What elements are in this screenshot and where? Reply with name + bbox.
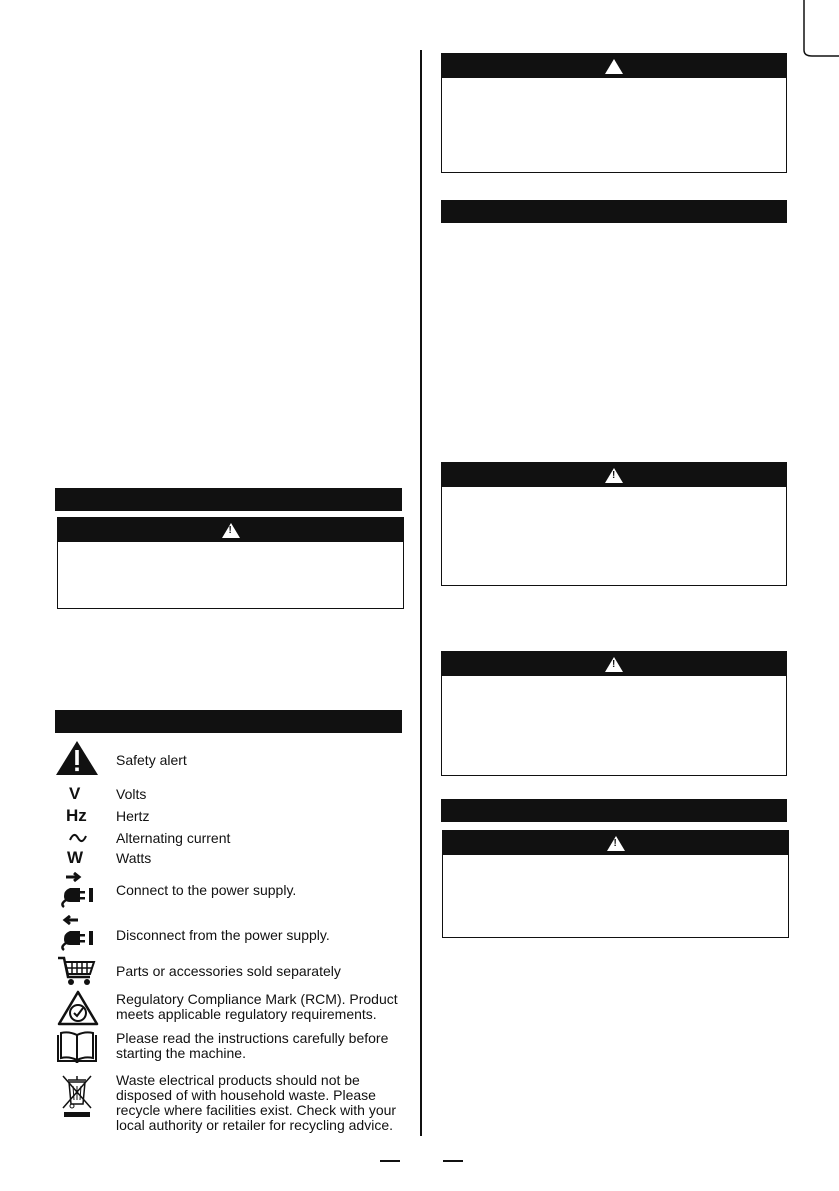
warning-box xyxy=(441,53,787,173)
symbol-label: Connect to the power supply. xyxy=(116,882,297,898)
symbol-label: Waste electrical products should not be xyxy=(116,1072,360,1088)
warning-header xyxy=(442,54,786,78)
symbol-row xyxy=(55,807,415,825)
section-header-bar xyxy=(441,200,787,223)
page-number-mark xyxy=(443,1160,463,1162)
symbol-label: Regulatory Compliance Mark (RCM). Product xyxy=(116,991,398,1007)
symbol-label: Volts xyxy=(116,786,147,802)
symbol-row xyxy=(55,872,415,908)
alternating-current-icon xyxy=(68,831,88,845)
page-number-mark xyxy=(380,1160,400,1162)
warning-box xyxy=(442,830,789,938)
safety-alert-icon xyxy=(55,740,99,776)
plug-connect-icon xyxy=(58,872,98,908)
symbol-row xyxy=(55,829,415,847)
symbol-label: Hertz xyxy=(116,808,150,824)
symbols-section-header-bar xyxy=(55,710,402,733)
symbol-label: Please read the instructions carefully before xyxy=(116,1030,389,1046)
symbol-label: starting the machine. xyxy=(116,1045,246,1061)
symbol-row xyxy=(55,740,415,776)
section-header-bar xyxy=(55,488,402,511)
shopping-cart-icon xyxy=(57,955,97,987)
warning-triangle-icon xyxy=(605,468,623,483)
warning-box xyxy=(57,517,404,609)
warning-triangle-icon xyxy=(607,836,625,851)
section-header-bar xyxy=(441,799,787,822)
column-divider xyxy=(420,50,422,1136)
symbol-label: Disconnect from the power supply. xyxy=(116,927,330,943)
warning-header xyxy=(58,518,403,542)
hertz-icon: Hz xyxy=(66,806,87,825)
symbol-label: Alternating current xyxy=(116,830,231,846)
plug-disconnect-icon xyxy=(58,915,98,951)
symbol-label: local authority or retailer for recycling advice. xyxy=(116,1117,394,1133)
warning-triangle-icon xyxy=(605,59,623,74)
symbol-label: recycle where facilities exist. Check with your xyxy=(116,1102,397,1118)
symbol-label: Safety alert xyxy=(116,752,187,768)
symbol-label: Watts xyxy=(116,850,152,866)
warning-box xyxy=(441,462,787,586)
warning-header xyxy=(443,831,788,855)
symbol-row xyxy=(55,1030,415,1066)
symbol-row xyxy=(55,1072,415,1134)
warning-header xyxy=(442,463,786,487)
rcm-mark-icon xyxy=(57,990,99,1026)
warning-header xyxy=(442,652,786,676)
symbol-row xyxy=(55,915,415,951)
warning-box xyxy=(441,651,787,776)
symbol-row xyxy=(55,990,415,1026)
symbol-row xyxy=(55,785,415,803)
symbol-row xyxy=(55,955,415,987)
manual-book-icon xyxy=(56,1031,98,1063)
symbol-row xyxy=(55,849,415,867)
symbol-label: meets applicable regulatory requirements. xyxy=(116,1006,377,1022)
symbol-label: Parts or accessories sold separately xyxy=(116,963,341,979)
watts-icon: W xyxy=(67,848,84,867)
symbol-label: disposed of with household waste. Please xyxy=(116,1087,376,1103)
warning-triangle-icon xyxy=(605,657,623,672)
warning-triangle-icon xyxy=(222,523,240,538)
cut-mark xyxy=(800,0,839,60)
weee-bin-icon xyxy=(59,1072,95,1120)
volts-icon: V xyxy=(69,784,81,803)
